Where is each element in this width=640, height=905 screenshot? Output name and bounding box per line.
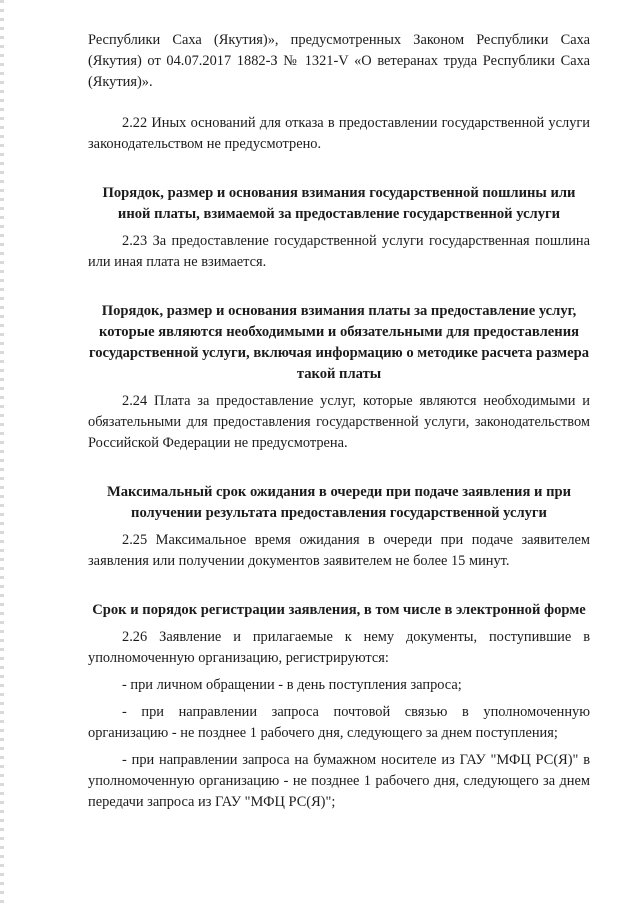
paragraph-2-25: 2.25 Максимальное время ожидания в очереди при подаче заявителем заявления или получении документов заявителем не более 15 минут. [88, 532, 590, 569]
paragraph-2-26: 2.26 Заявление и прилагаемые к нему документы, поступившие в уполномоченную организацию, регистрируются: [88, 629, 590, 666]
heading-registration: Срок и порядок регистрации заявления, в том числе в электронной форме [92, 602, 586, 618]
list-item: - при направлении запроса почтовой связью в уполномоченную организацию - не позднее 1 рабочего дня, следующего за днем поступления; [88, 704, 590, 741]
paragraph-2-22: 2.22 Иных оснований для отказа в предоставлении государственной услуги законодательством не предусмотрено. [88, 115, 590, 152]
heading-services-fee: Порядок, размер и основания взимания платы за предоставление услуг, которые являются необходимыми и обязательными для предоставления государственной услуги, включая информацию о методике расчета размера такой платы [88, 303, 590, 382]
list-item: - при направлении запроса на бумажном носителе из ГАУ "МФЦ РС(Я)" в уполномоченную организацию - не позднее 1 рабочего дня, следующего за днем передачи запроса из ГАУ "МФЦ РС(Я)"; [88, 752, 590, 810]
heading-state-fee: Порядок, размер и основания взимания государственной пошлины или иной платы, взимаемой за предоставление государственной услуги [102, 185, 576, 222]
paragraph-2-23: 2.23 За предоставление государственной услуги государственная пошлина или иная плата не взимается. [88, 233, 590, 270]
binding-edge [0, 0, 4, 905]
list-item: - при личном обращении - в день поступления запроса; [122, 677, 462, 693]
paragraph-2-24: 2.24 Плата за предоставление услуг, которые являются необходимыми и обязательными для предоставления государственной услуги, законодательством Российской Федерации не предусмотрена. [88, 393, 590, 451]
intro-paragraph: Республики Саха (Якутия)», предусмотренных Законом Республики Саха (Якутия) от 04.07.2017 1882-З № 1321-V «О ветеранах труда Республики Саха (Якутия)». [88, 32, 590, 90]
heading-waiting-time: Максимальный срок ожидания в очереди при подаче заявления и при получении результата предоставления государственной услуги [106, 484, 572, 521]
